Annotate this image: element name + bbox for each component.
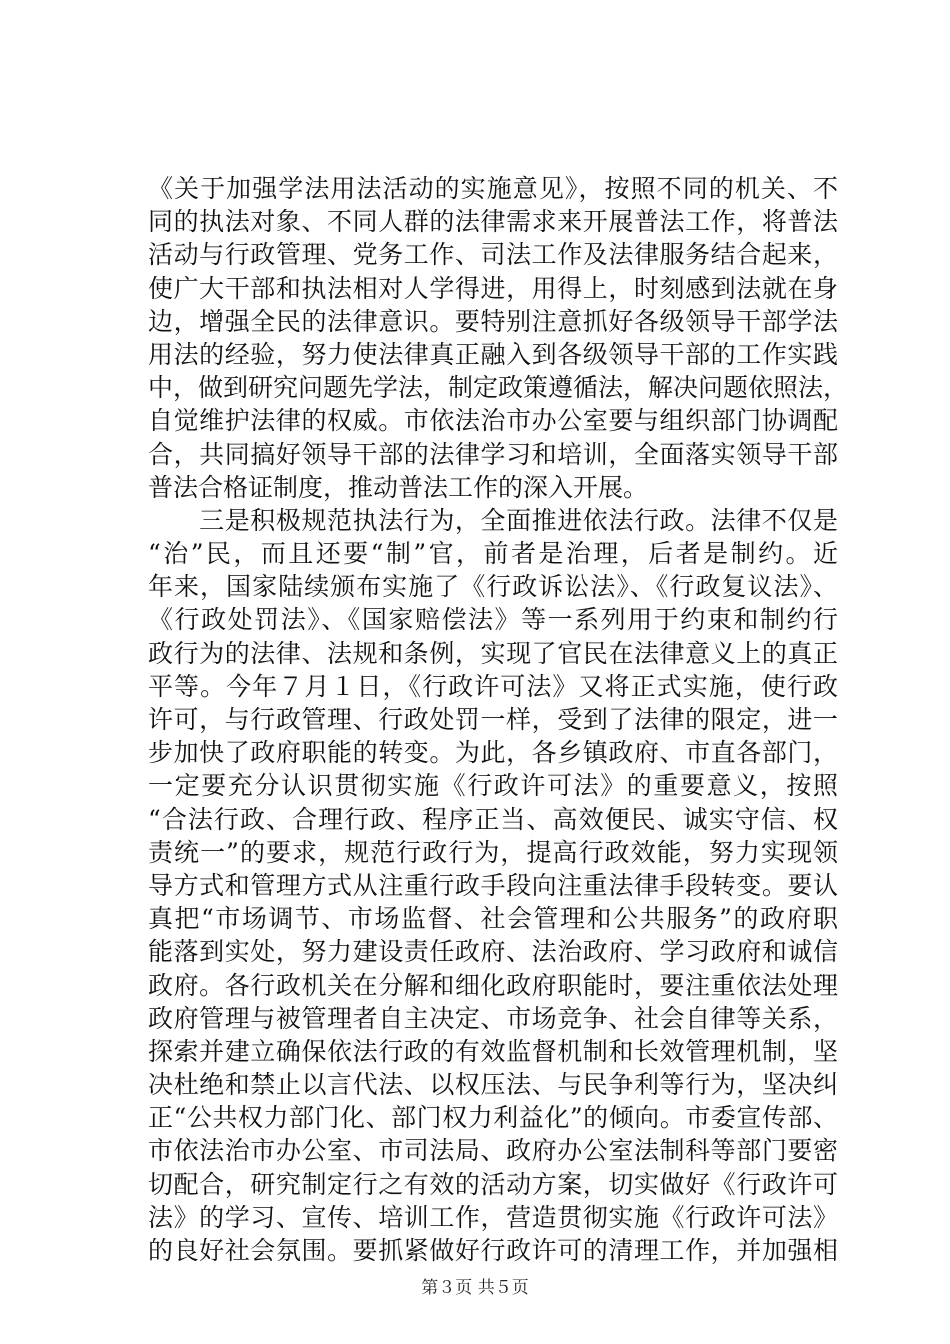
text-line: 正“公共权力部门化、部门权力利益化”的倾向。市委宣传部、 — [148, 1103, 838, 1133]
text-line: 合，共同搞好领导干部的法律学习和培训，全面落实领导干部 — [148, 439, 838, 469]
text-line: 许可，与行政管理、行政处罚一样，受到了法律的限定，进一 — [148, 705, 838, 734]
page-footer — [0, 1273, 950, 1298]
text-line: 导方式和管理方式从注重行政手段向注重法律手段转变。要认 — [148, 870, 838, 900]
text-line: 决杜绝和禁止以言代法、以权压法、与民争利等行为，坚决纠 — [148, 1070, 838, 1100]
text-line: 步加快了政府职能的转变。为此，各乡镇政府、市直各部门， — [148, 738, 838, 768]
text-line: 责统一”的要求，规范行政行为，提高行政效能，努力实现领 — [148, 837, 838, 867]
text-line: 边，增强全民的法律意识。要特别注意抓好各级领导干部学法 — [148, 306, 838, 336]
text-line: 政府。各行政机关在分解和细化政府职能时，要注重依法处理 — [148, 970, 838, 1000]
text-line: 自觉维护法律的权威。市依法治市办公室要与组织部门协调配 — [148, 406, 838, 436]
text-line: 普法合格证制度，推动普法工作的深入开展。 — [148, 472, 649, 502]
text-line: 政行为的法律、法规和条例，实现了官民在法律意义上的真正 — [148, 638, 838, 668]
text-line: 切配合，研究制定行之有效的活动方案，切实做好《行政许可 — [148, 1169, 838, 1199]
text-line: 真把“市场调节、市场监督、社会管理和公共服务”的政府职 — [148, 904, 838, 934]
paragraph-2 — [148, 504, 838, 1267]
page-number-label: 第３页 共５页 — [421, 1278, 529, 1298]
text-line: 三是积极规范执法行为，全面推进依法行政。法律不仅是 — [148, 505, 838, 535]
text-line: 一定要充分认识贯彻实施《行政许可法》的重要意义，按照 — [148, 771, 838, 801]
text-line: 年来，国家陆续颁布实施了《行政诉讼法》、《行政复议法》、 — [148, 572, 838, 602]
paragraph-1 — [148, 172, 849, 504]
text-line: 政府管理与被管理者自主决定、市场竞争、社会自律等关系， — [148, 1003, 838, 1033]
text-line: “治”民，而且还要“制”官，前者是治理，后者是制约。近 — [148, 539, 838, 569]
text-line: 同的执法对象、不同人群的法律需求来开展普法工作，将普法 — [148, 207, 838, 237]
text-line: 活动与行政管理、党务工作、司法工作及法律服务结合起来， — [148, 240, 838, 270]
text-line: “合法行政、合理行政、程序正当、高效便民、诚实守信、权 — [148, 804, 838, 834]
text-line: 《行政处罚法》、《国家赔偿法》等一系列用于约束和制约行 — [148, 605, 838, 635]
text-line: 用法的经验，努力使法律真正融入到各级领导干部的工作实践 — [148, 339, 838, 369]
text-line: 市依法治市办公室、市司法局、政府办公室法制科等部门要密 — [148, 1136, 838, 1166]
text-line: 探索并建立确保依法行政的有效监督机制和长效管理机制，坚 — [148, 1036, 838, 1066]
text-line: 《关于加强学法用法活动的实施意见》，按照不同的机关、不 — [148, 174, 838, 203]
text-line: 中，做到研究问题先学法，制定政策遵循法，解决问题依照法， — [148, 373, 849, 403]
text-line: 平等。今年７月１日，《行政许可法》又将正式实施，使行政 — [148, 671, 838, 701]
text-line: 能落到实处，努力建设责任政府、法治政府、学习政府和诚信 — [148, 937, 838, 967]
body-text — [148, 172, 849, 1267]
text-line: 的良好社会氛围。要抓紧做好行政许可的清理工作，并加强相 — [148, 1236, 838, 1265]
text-line: 法》的学习、宣传、培训工作，营造贯彻实施《行政许可法》 — [148, 1202, 838, 1232]
text-line: 使广大干部和执法相对人学得进，用得上，时刻感到法就在身 — [148, 273, 838, 303]
